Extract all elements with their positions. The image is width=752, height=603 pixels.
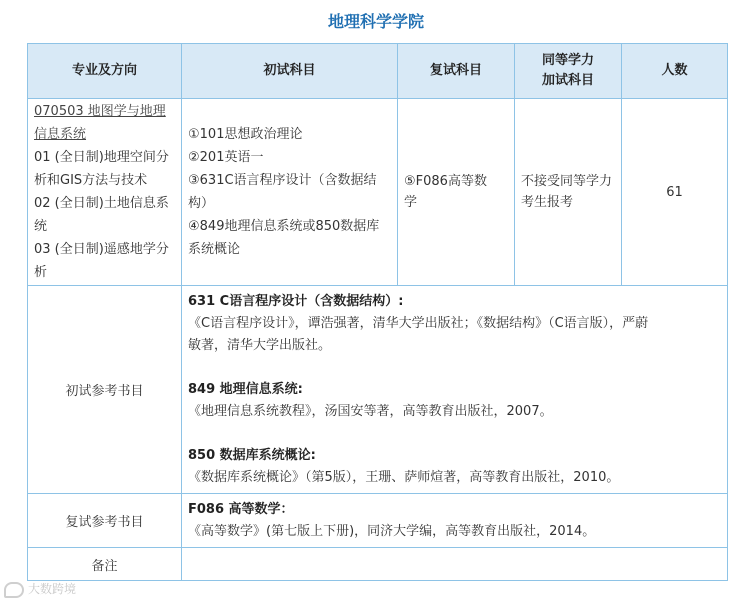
initial-refs-content [182, 286, 728, 494]
direction-line: 02 (全日制)土地信息系 [34, 196, 169, 211]
equivalent-subjects-cell [515, 99, 622, 286]
header-equivalent-line2: 加试科目 [541, 73, 594, 88]
remarks-label: 备注 [28, 548, 182, 581]
direction-line: 统 [34, 219, 48, 234]
subject-line: ③631C语言程序设计（含数据结 [188, 173, 377, 188]
subject-line: ④849地理信息系统或850数据库 [188, 219, 380, 234]
ref-line: 《数据库系统概论》（第5版），王珊、萨师煊著，高等教育出版社，2010。 [188, 469, 620, 485]
initial-refs-label: 初试参考书目 [28, 286, 182, 494]
subject-line: 构） [188, 196, 215, 211]
ref-line: 《C语言程序设计》，谭浩强著，清华大学出版社；《数据结构》（C语言版），严蔚 [188, 315, 649, 331]
equiv-line2: 考生报考 [521, 195, 574, 210]
spacer [188, 357, 721, 379]
subject-line: ①101思想政治理论 [188, 127, 303, 142]
direction-line: 03 (全日制)遥感地学分 [34, 242, 169, 257]
initial-refs-row [28, 286, 728, 494]
subject-line: 系统概论 [188, 242, 241, 257]
page-title: 地理科学学院 [327, 12, 424, 31]
spacer [188, 423, 721, 445]
admission-table [27, 43, 728, 581]
ref-title: F086 高等数学： [188, 501, 294, 517]
remarks-value [182, 548, 728, 581]
header-initial-subjects: 初试科目 [182, 44, 398, 99]
subject-line: ②201英语一 [188, 150, 264, 165]
watermark-text: 大数跨境 [28, 582, 77, 596]
watermark [4, 578, 76, 600]
equiv-line1: 不接受同等学力 [521, 174, 613, 189]
ref-title: 850 数据库系统概论: [188, 447, 316, 463]
direction-line: 析和GIS方法与技术 [34, 173, 148, 188]
header-count: 人数 [622, 44, 728, 99]
count-cell: 61 [622, 99, 728, 286]
chat-bubble-icon [4, 582, 24, 598]
retest-line1: ⑤F086高等数 [404, 174, 487, 189]
header-equivalent-subjects [515, 44, 622, 99]
ref-line: 《高等数学》(第七版上下册)，同济大学编，高等教育出版社，2014。 [188, 523, 596, 539]
header-major: 专业及方向 [28, 44, 182, 99]
table-header-row [28, 44, 728, 99]
ref-title: 849 地理信息系统: [188, 381, 303, 397]
program-row [28, 99, 728, 286]
ref-line: 《地理信息系统教程》，汤国安等著，高等教育出版社，2007。 [188, 403, 553, 419]
remarks-row [28, 548, 728, 581]
header-retest-subjects: 复试科目 [398, 44, 515, 99]
direction-line: 01 (全日制)地理空间分 [34, 150, 169, 165]
retest-refs-label: 复试参考书目 [28, 494, 182, 548]
retest-refs-content [182, 494, 728, 548]
direction-line: 析 [34, 265, 48, 280]
retest-refs-row [28, 494, 728, 548]
retest-line2: 学 [404, 195, 418, 210]
header-equivalent-line1: 同等学力 [541, 53, 594, 68]
initial-subjects-cell [182, 99, 398, 286]
ref-line: 敏著，清华大学出版社。 [188, 337, 332, 353]
ref-title: 631 C语言程序设计（含数据结构）: [188, 293, 404, 309]
major-link-line2[interactable]: 信息系统 [34, 127, 87, 142]
major-cell [28, 99, 182, 286]
retest-subjects-cell [398, 99, 515, 286]
major-link-line1[interactable]: 070503 地图学与地理 [34, 104, 166, 119]
